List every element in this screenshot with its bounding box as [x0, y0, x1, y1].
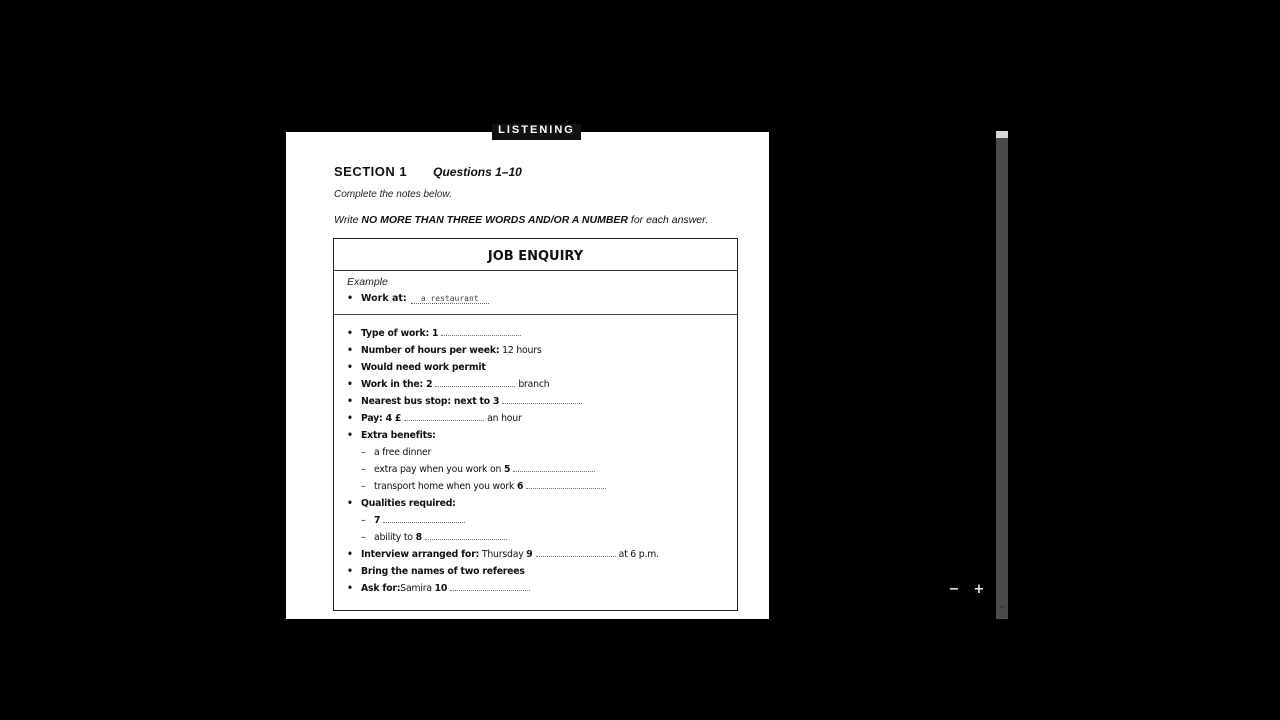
- dash-icon: –: [361, 532, 366, 543]
- dash-icon: –: [361, 481, 366, 492]
- question-number: 5: [503, 464, 511, 475]
- note-label: Nearest bus stop: next to 3: [361, 396, 500, 407]
- bullet-icon: •: [347, 583, 353, 594]
- note-row-hours: [347, 342, 759, 359]
- instruction-prefix: Write: [334, 214, 362, 226]
- answer-blank-6[interactable]: [526, 478, 606, 489]
- answer-blank-7[interactable]: [383, 512, 465, 523]
- notes-list: [347, 325, 759, 597]
- scrollbar-thumb[interactable]: [996, 131, 1008, 138]
- note-value: Thursday: [481, 549, 524, 560]
- example-row: [347, 293, 489, 304]
- note-subrow-ability: [347, 529, 759, 546]
- note-label: Ask for:: [361, 583, 401, 594]
- note-suffix: branch: [518, 379, 550, 390]
- bullet-icon: •: [347, 430, 353, 441]
- note-label: Pay: 4 £: [361, 413, 402, 424]
- note-row-permit: [347, 359, 759, 376]
- note-value: 12 hours: [502, 345, 542, 356]
- zoom-in-button[interactable]: +: [973, 582, 985, 597]
- document-page: [286, 124, 769, 619]
- note-label: Interview arranged for:: [361, 549, 480, 560]
- answer-blank-4[interactable]: [404, 410, 484, 421]
- answer-blank-5[interactable]: [513, 461, 595, 472]
- zoom-out-button[interactable]: −: [948, 582, 960, 597]
- note-label: Bring the names of two referees: [361, 566, 525, 577]
- bullet-icon: •: [347, 379, 353, 390]
- question-number: 8: [415, 532, 422, 543]
- instruction-bold: NO MORE THAN THREE WORDS AND/OR A NUMBER: [361, 214, 628, 226]
- bullet-icon: •: [347, 396, 353, 407]
- questions-range: Questions 1–10: [433, 165, 522, 179]
- answer-blank-9[interactable]: [536, 546, 616, 557]
- note-row-pay: [347, 410, 759, 427]
- vertical-scrollbar[interactable]: [996, 131, 1008, 619]
- note-row-bus-stop: [347, 393, 759, 410]
- dash-icon: –: [361, 515, 366, 526]
- note-subrow-transport: [347, 478, 759, 495]
- note-label: Type of work: 1: [361, 328, 439, 339]
- note-suffix: an hour: [487, 413, 522, 424]
- bullet-icon: •: [347, 413, 353, 424]
- bullet-icon: •: [347, 345, 353, 356]
- answer-blank-2[interactable]: [435, 376, 515, 387]
- question-number: 6: [517, 481, 524, 492]
- note-label: Number of hours per week:: [361, 345, 500, 356]
- note-subrow-extra-pay: [347, 461, 759, 478]
- instruction-suffix: for each answer.: [628, 214, 709, 226]
- chevron-down-icon[interactable]: ⌄: [998, 601, 1006, 611]
- answer-blank-8[interactable]: [425, 529, 507, 540]
- note-text: extra pay when you work on: [374, 464, 502, 475]
- example-field: Work at:: [361, 293, 407, 304]
- note-label: Extra benefits:: [361, 430, 436, 441]
- answer-blank-10[interactable]: [450, 580, 530, 591]
- example-area: [334, 271, 737, 315]
- bullet-icon: •: [347, 498, 353, 509]
- bullet-icon: •: [347, 362, 353, 373]
- question-number: 9: [526, 549, 533, 560]
- section-heading: [334, 163, 522, 181]
- instruction-word-limit: [334, 214, 708, 226]
- note-text: transport home when you work: [374, 481, 515, 492]
- note-subrow-free-dinner: [347, 444, 759, 461]
- note-row-type-of-work: [347, 325, 759, 342]
- example-answer: a restaurant: [411, 294, 489, 304]
- note-label: Qualities required:: [361, 498, 456, 509]
- dash-icon: –: [361, 464, 366, 475]
- note-text: ability to: [374, 532, 413, 543]
- note-row-referees: [347, 563, 759, 580]
- note-row-qualities: [347, 495, 759, 512]
- bullet-icon: •: [347, 566, 353, 577]
- note-row-ask-for: [347, 580, 759, 597]
- note-value: Samira: [400, 583, 432, 594]
- answer-blank-1[interactable]: [441, 325, 521, 336]
- note-label: Would need work permit: [361, 362, 486, 373]
- note-text: a free dinner: [374, 447, 432, 458]
- box-title: JOB ENQUIRY: [334, 239, 737, 271]
- answer-blank-3[interactable]: [502, 393, 582, 404]
- note-label: Work in the: 2: [361, 379, 433, 390]
- example-label: Example: [347, 276, 388, 288]
- section-title: SECTION 1: [334, 164, 408, 179]
- question-number: 10: [434, 583, 448, 594]
- question-number: 7: [374, 515, 381, 526]
- bullet-icon: •: [347, 549, 353, 560]
- listening-header-tab: LISTENING: [492, 124, 581, 140]
- note-row-branch: [347, 376, 759, 393]
- instruction-complete-notes: Complete the notes below.: [334, 189, 452, 200]
- bullet-icon: •: [347, 293, 354, 304]
- note-suffix: at 6 p.m.: [618, 549, 659, 560]
- dash-icon: –: [361, 447, 366, 458]
- note-row-interview: [347, 546, 759, 563]
- note-row-extra-benefits: [347, 427, 759, 444]
- bullet-icon: •: [347, 328, 353, 339]
- note-subrow-q7: [347, 512, 759, 529]
